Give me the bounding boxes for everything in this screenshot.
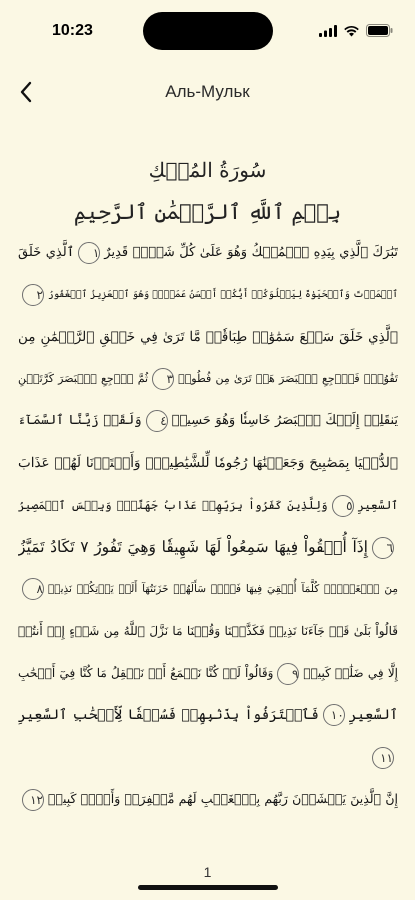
ayah-text: ٱلۡمَوۡتَ وَٱلۡحَيَوٰةَ لِيَبۡلُوَكُمۡ أَيُّكُمۡ أَحۡسَنُ عَمَلٗاۚ وَهُوَ ٱلۡعَزِيزُ ٱلۡغَفُورُ <box>48 289 398 300</box>
status-icons <box>319 24 393 37</box>
ayah-line <box>18 316 398 358</box>
ayah-text: يَنقَلِبۡ إِلَيۡكَ ٱلۡبَصَرُ خَاسِئٗا وَهُوَ حَسِيرٞ <box>171 413 398 428</box>
wifi-icon <box>343 25 360 37</box>
page-title: Аль-Мульк <box>165 82 250 101</box>
ayah-line <box>18 652 398 694</box>
ayah-text: ٱلسَّعِيرِ <box>348 707 398 723</box>
ayah-text: ٱلسَّعِيرِ <box>357 498 398 512</box>
ayah-text: قَالُواْ بَلَىٰ قَدۡ جَآءَنَا نَذِيرٞ فَكَذَّبۡنَا وَقُلۡنَا مَا نَزَّلَ ٱللَّهُ مِن شَيۡءٍ إِنۡ أَنتُمۡ <box>18 624 398 638</box>
ayah-text: إِنَّ ٱلَّذِينَ يَخۡشَوۡنَ رَبَّهُم بِٱلۡغَيۡبِ لَهُم مَّغۡفِرَةٞ وَأَجۡرٞ كَبِيرٞ <box>48 791 398 806</box>
ayah-line <box>18 568 398 610</box>
ayah-number-marker[interactable]: ٨ <box>22 578 44 600</box>
ayah-number-marker[interactable]: ١٢ <box>22 789 44 811</box>
ayah-line <box>18 736 398 778</box>
ayah-number-marker[interactable]: ٢ <box>22 284 44 306</box>
ayah-text: تَفَٰوُتٖۖ فَٱرۡجِعِ ٱلۡبَصَرَ هَلۡ تَرَىٰ مِن فُطُورٖ <box>178 372 398 385</box>
surah-title: سُورَةُ المُلۡكِ <box>148 158 267 182</box>
ayah-number-marker[interactable]: ١٠ <box>323 704 345 726</box>
ayah-line <box>18 400 398 442</box>
ayah-text: إِلَّا فِي ضَلَٰلٖ كَبِيرٖ <box>303 666 398 680</box>
page-number: 1 <box>203 864 212 880</box>
status-time: 10:23 <box>52 22 93 39</box>
ayah-line <box>18 232 398 274</box>
ayah-number-marker[interactable]: ٤ <box>146 410 168 432</box>
ayah-text: وَلَقَدۡ زَيَّنَّا ٱلسَّمَآءَ <box>18 413 142 428</box>
home-indicator[interactable] <box>138 885 278 890</box>
ayah-text: ثُمَّ ٱرۡجِعِ ٱلۡبَصَرَ كَرَّتَيۡنِ <box>18 372 149 385</box>
quran-text <box>18 232 398 820</box>
ayah-line <box>18 778 398 820</box>
ayah-number-marker[interactable]: ١ <box>78 242 100 264</box>
dynamic-island <box>143 12 273 50</box>
signal-icon <box>319 25 337 37</box>
ayah-text: تَبَٰرَكَ ٱلَّذِي بِيَدِهِ ٱلۡمُلۡكُ وَهُوَ عَلَىٰ كُلِّ شَيۡءٖ قَدِيرٌ <box>104 245 398 260</box>
ayah-line <box>18 358 398 400</box>
ayah-line <box>18 484 398 526</box>
ayah-text: ٱلدُّنۡيَا بِمَصَٰبِيحَ وَجَعَلۡنَٰهَا رُجُومٗا لِّلشَّيَٰطِينِۖ وَأَعۡتَدۡنَا لَهُمۡ عَذَابَ <box>18 455 398 471</box>
ayah-text: فَٱعۡتَرَفُواْ بِذَنۢبِهِمۡ فَسُحۡقٗا لِّأَصۡحَٰبِ ٱلسَّعِيرِ <box>18 707 319 723</box>
ayah-text: وَلِلَّذِينَ كَفَرُواْ بِرَبِّهِمۡ عَذَابُ جَهَنَّمَۖ وَبِئۡسَ ٱلۡمَصِيرُ <box>18 498 328 512</box>
ayah-text: إِذَآ أُلۡقُواْ فِيهَا سَمِعُواْ لَهَا شَهِيقٗا وَهِيَ تَفُورُ ٧ تَكَادُ تَمَيَّزُ <box>18 538 368 556</box>
navigation-bar <box>0 70 415 114</box>
ayah-line <box>18 694 398 736</box>
ayah-line <box>18 526 398 568</box>
ayah-line <box>18 610 398 652</box>
ayah-line <box>18 442 398 484</box>
ayah-number-marker[interactable]: ٦ <box>372 537 394 559</box>
basmala: بِسۡمِ ٱللَّهِ ٱلرَّحۡمَٰنِ ٱلرَّحِيمِ <box>73 200 342 224</box>
ayah-text: ٱلَّذِي خَلَقَ <box>18 245 75 260</box>
ayah-text: مِنَ ٱلۡغَيۡظِۖ كُلَّمَآ أُلۡقِيَ فِيهَا فَوۡجٞ سَأَلَهُمۡ خَزَنَتُهَآ أَلَمۡ يَأۡتِكُمۡ نَذِيرٞ <box>48 583 398 595</box>
ayah-line <box>18 274 398 316</box>
status-bar <box>0 0 415 54</box>
battery-icon <box>366 24 393 37</box>
ayah-text: ٱلَّذِي خَلَقَ سَبۡعَ سَمَٰوَٰتٖ طِبَاقٗاۖ مَّا تَرَىٰ فِي خَلۡقِ ٱلرَّحۡمَٰنِ مِن <box>18 329 398 345</box>
ayah-number-marker[interactable]: ١١ <box>372 747 394 769</box>
ayah-number-marker[interactable]: ٥ <box>332 495 354 517</box>
ayah-number-marker[interactable]: ٩ <box>277 663 299 685</box>
ayah-text: وَقَالُواْ لَوۡ كُنَّا نَسۡمَعُ أَوۡ نَعۡقِلُ مَا كُنَّا فِيٓ أَصۡحَٰبِ <box>18 666 274 680</box>
ayah-number-marker[interactable]: ٣ <box>152 368 174 390</box>
